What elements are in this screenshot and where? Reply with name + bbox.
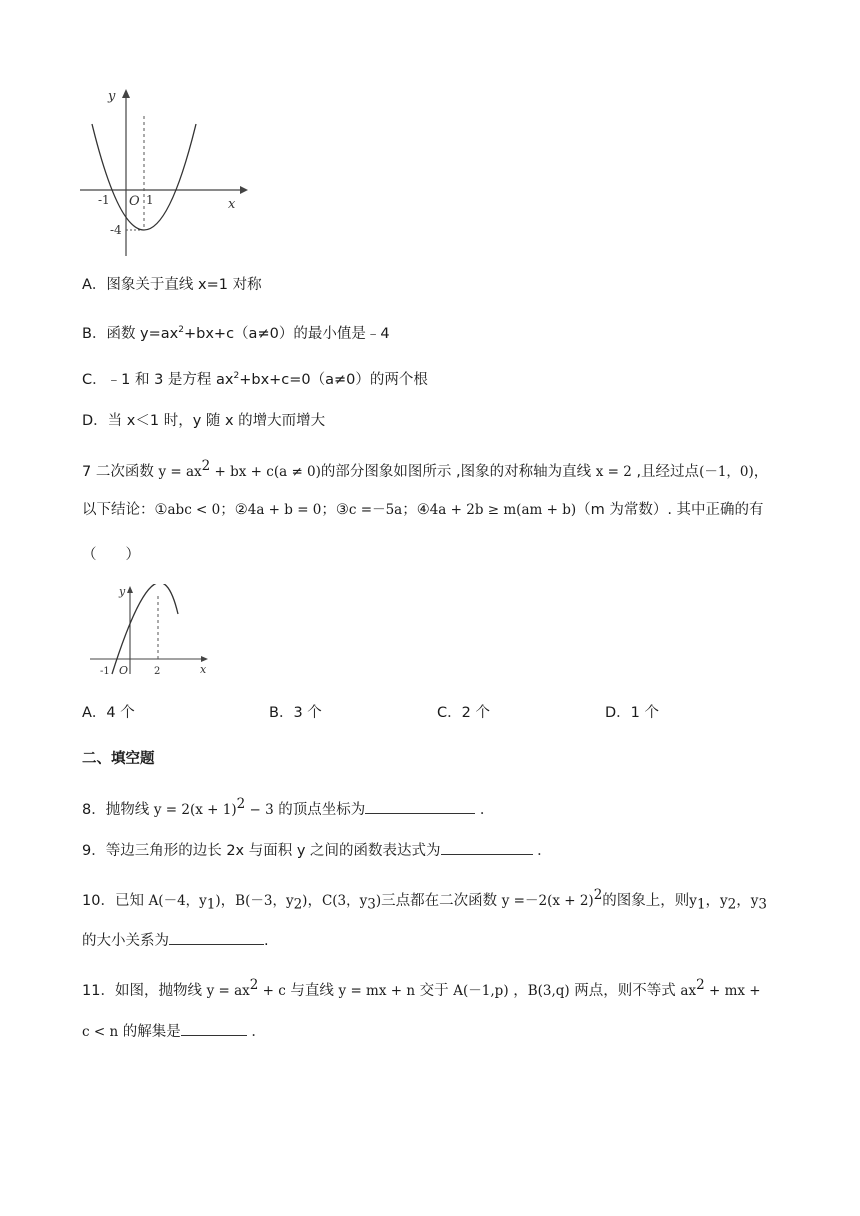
q10-math-9: y [720, 892, 728, 909]
q11-math-6: ax [680, 982, 697, 999]
q10-text-2: 三点都在二次函数 [381, 892, 502, 909]
q10-sub-5: 2 [727, 896, 737, 913]
parabola-figure-2 [82, 584, 222, 676]
q10-end: . [264, 933, 269, 949]
q10-sep-2: ， [307, 892, 322, 909]
q11-l2-text: 的解集是 [118, 1024, 181, 1040]
q8-text-2: 的顶点坐标为 [273, 801, 366, 818]
y-label: y [119, 585, 126, 598]
q10-math-4: ) [302, 892, 308, 909]
q10-sub-4: 1 [696, 896, 706, 913]
q7-math: y = ax [158, 463, 202, 480]
q10-math-8: y [689, 892, 697, 909]
tick-two: 2 [154, 666, 161, 676]
option-b-text: B．函数 y=ax [82, 325, 179, 342]
section-title: 二、填空题 [82, 751, 155, 767]
x-label: x [200, 663, 207, 676]
q11-math: y = ax [206, 982, 250, 999]
q7-text-4: ， [753, 463, 769, 480]
q10-math: A(－4，y [148, 892, 207, 909]
q10-sep-4: ， [736, 892, 751, 909]
q10-math-3: B(－3，y [235, 892, 294, 909]
origin-label: O [129, 194, 140, 209]
q10-text-3: 的图象上，则 [602, 892, 690, 909]
q11-math-3: y = mx + n [338, 982, 416, 999]
option-c [82, 366, 428, 390]
q7-option-d: D．1 个 [605, 705, 659, 721]
q11-text-4: ， [508, 982, 528, 999]
q11-answer-blank[interactable] [181, 1021, 247, 1036]
q11-math-2: + c [258, 982, 286, 999]
q11-math-5: B(3,q) [527, 982, 570, 999]
q9-text: 9．等边三角形的边长 2x 与面积 y 之间的函数表达式为 [82, 843, 441, 859]
q10-sep: ， [220, 892, 236, 909]
q10-sub-6: 3 [758, 896, 767, 913]
q10-sub-3: 3 [367, 896, 376, 913]
q7-text-3: ,且经过点 [631, 463, 700, 480]
q10-l2-text: 的大小关系为 [82, 933, 169, 949]
q7-math-4: (－1，0) [699, 463, 754, 480]
tick-neg-one: -1 [100, 666, 110, 676]
q10-math-2: ) [215, 892, 221, 909]
q7-l2-math-2: 4a + b = 0 [247, 502, 322, 518]
q11-line-2 [82, 1021, 266, 1042]
origin-label: O [119, 664, 129, 676]
q11-l2-math: c < n [82, 1024, 119, 1040]
y-label: y [108, 89, 116, 104]
q10-line-1 [82, 885, 767, 915]
option-c-text: C．﹣1 和 3 是方程 ax [82, 371, 234, 388]
q10-sep-3: ， [705, 892, 721, 909]
q7-option-a: A．4 个 [82, 705, 135, 721]
q10-answer-blank[interactable] [169, 930, 264, 945]
q11-text: 11．如图，抛物线 [82, 982, 207, 999]
option-b [82, 320, 390, 344]
q11-end: ． [251, 1024, 266, 1040]
q10-math-10: y [750, 892, 759, 909]
q8-text: 8．抛物线 [82, 801, 154, 818]
q10-line-2 [82, 930, 269, 951]
q7-l2-math-3: c =－5a [348, 502, 403, 518]
option-c-sup: 2 [233, 371, 240, 381]
q11-sup-2: 2 [696, 977, 705, 993]
q10-text: 10．已知 [82, 892, 149, 909]
q10-sup: 2 [593, 887, 603, 903]
y-axis-arrow [122, 89, 130, 98]
q7-l2-text-3: ；③ [321, 502, 349, 518]
q11-text-2: 与直线 [285, 982, 339, 999]
x-axis-arrow [240, 186, 248, 194]
option-c-text-2: +bx+c=0（a≠0）的两个根 [239, 371, 428, 388]
option-b-sup: 2 [178, 325, 184, 335]
q7-answer-paren: （ ） [82, 547, 140, 563]
q10-math-7: y =－2(x + 2) [501, 892, 594, 909]
q7-option-b: B．3 个 [269, 705, 322, 721]
q7-text: 7 二次函数 [82, 463, 159, 480]
q9 [82, 840, 552, 861]
q11-text-5: 两点，则不等式 [569, 982, 681, 999]
q7-l2-text-2: ；② [220, 502, 248, 518]
q8-sup: 2 [236, 796, 246, 812]
option-a: A．图象关于直线 x=1 对称 [82, 277, 262, 293]
q8-answer-blank[interactable] [365, 799, 475, 814]
q10-math-5: C(3，y [321, 892, 368, 909]
q7-line-2 [82, 500, 764, 520]
q7-l2-math: abc < 0 [167, 502, 221, 518]
q7-math-3: x = 2 [595, 463, 632, 480]
parabola-figure-1 [74, 84, 254, 264]
q7-l2-text-5: （m 为常数）. 其中正确的有 [576, 502, 764, 518]
tick-one: 1 [146, 193, 154, 207]
q7-sup: 2 [201, 458, 211, 474]
q7-option-c: C．2 个 [437, 705, 490, 721]
q9-answer-blank[interactable] [441, 840, 533, 855]
tick-neg-four: -4 [110, 223, 122, 237]
q10-sub-2: 2 [293, 896, 303, 913]
option-d: D．当 x＜1 时，y 随 x 的增大而增大 [82, 413, 326, 429]
q7-line-1 [82, 456, 768, 482]
q11-math-7: + mx + [704, 982, 761, 999]
option-b-text-2: +bx+c（a≠0）的最小值是﹣4 [184, 325, 390, 342]
q7-text-2: 的部分图象如图所示 ,图象的对称轴为直线 [320, 463, 596, 480]
x-axis-arrow [201, 656, 208, 662]
q8-math-2: − 3 [245, 801, 274, 818]
q8 [82, 794, 494, 820]
q11-sup: 2 [249, 977, 259, 993]
q8-math: y = 2(x + 1) [153, 801, 237, 818]
q10-math-6: ) [375, 892, 382, 909]
x-label: x [228, 197, 236, 212]
q11-text-3: 交于 [415, 982, 454, 999]
q11-math-4: A(－1,p) [453, 982, 509, 999]
q7-math-2: + bx + c(a ≠ 0) [210, 463, 321, 480]
tick-neg-one: -1 [98, 193, 110, 207]
q10-sub: 1 [206, 896, 216, 913]
q7-l2-math-4: 4a + 2b ≥ m(am + b) [429, 502, 577, 518]
q9-end: ． [537, 843, 552, 859]
q11-line-1 [82, 975, 761, 1001]
q7-l2-text-4: ；④ [402, 502, 430, 518]
q7-l2-text: 以下结论：① [82, 502, 168, 518]
y-axis-arrow [127, 586, 133, 593]
q8-end: ． [479, 801, 495, 818]
